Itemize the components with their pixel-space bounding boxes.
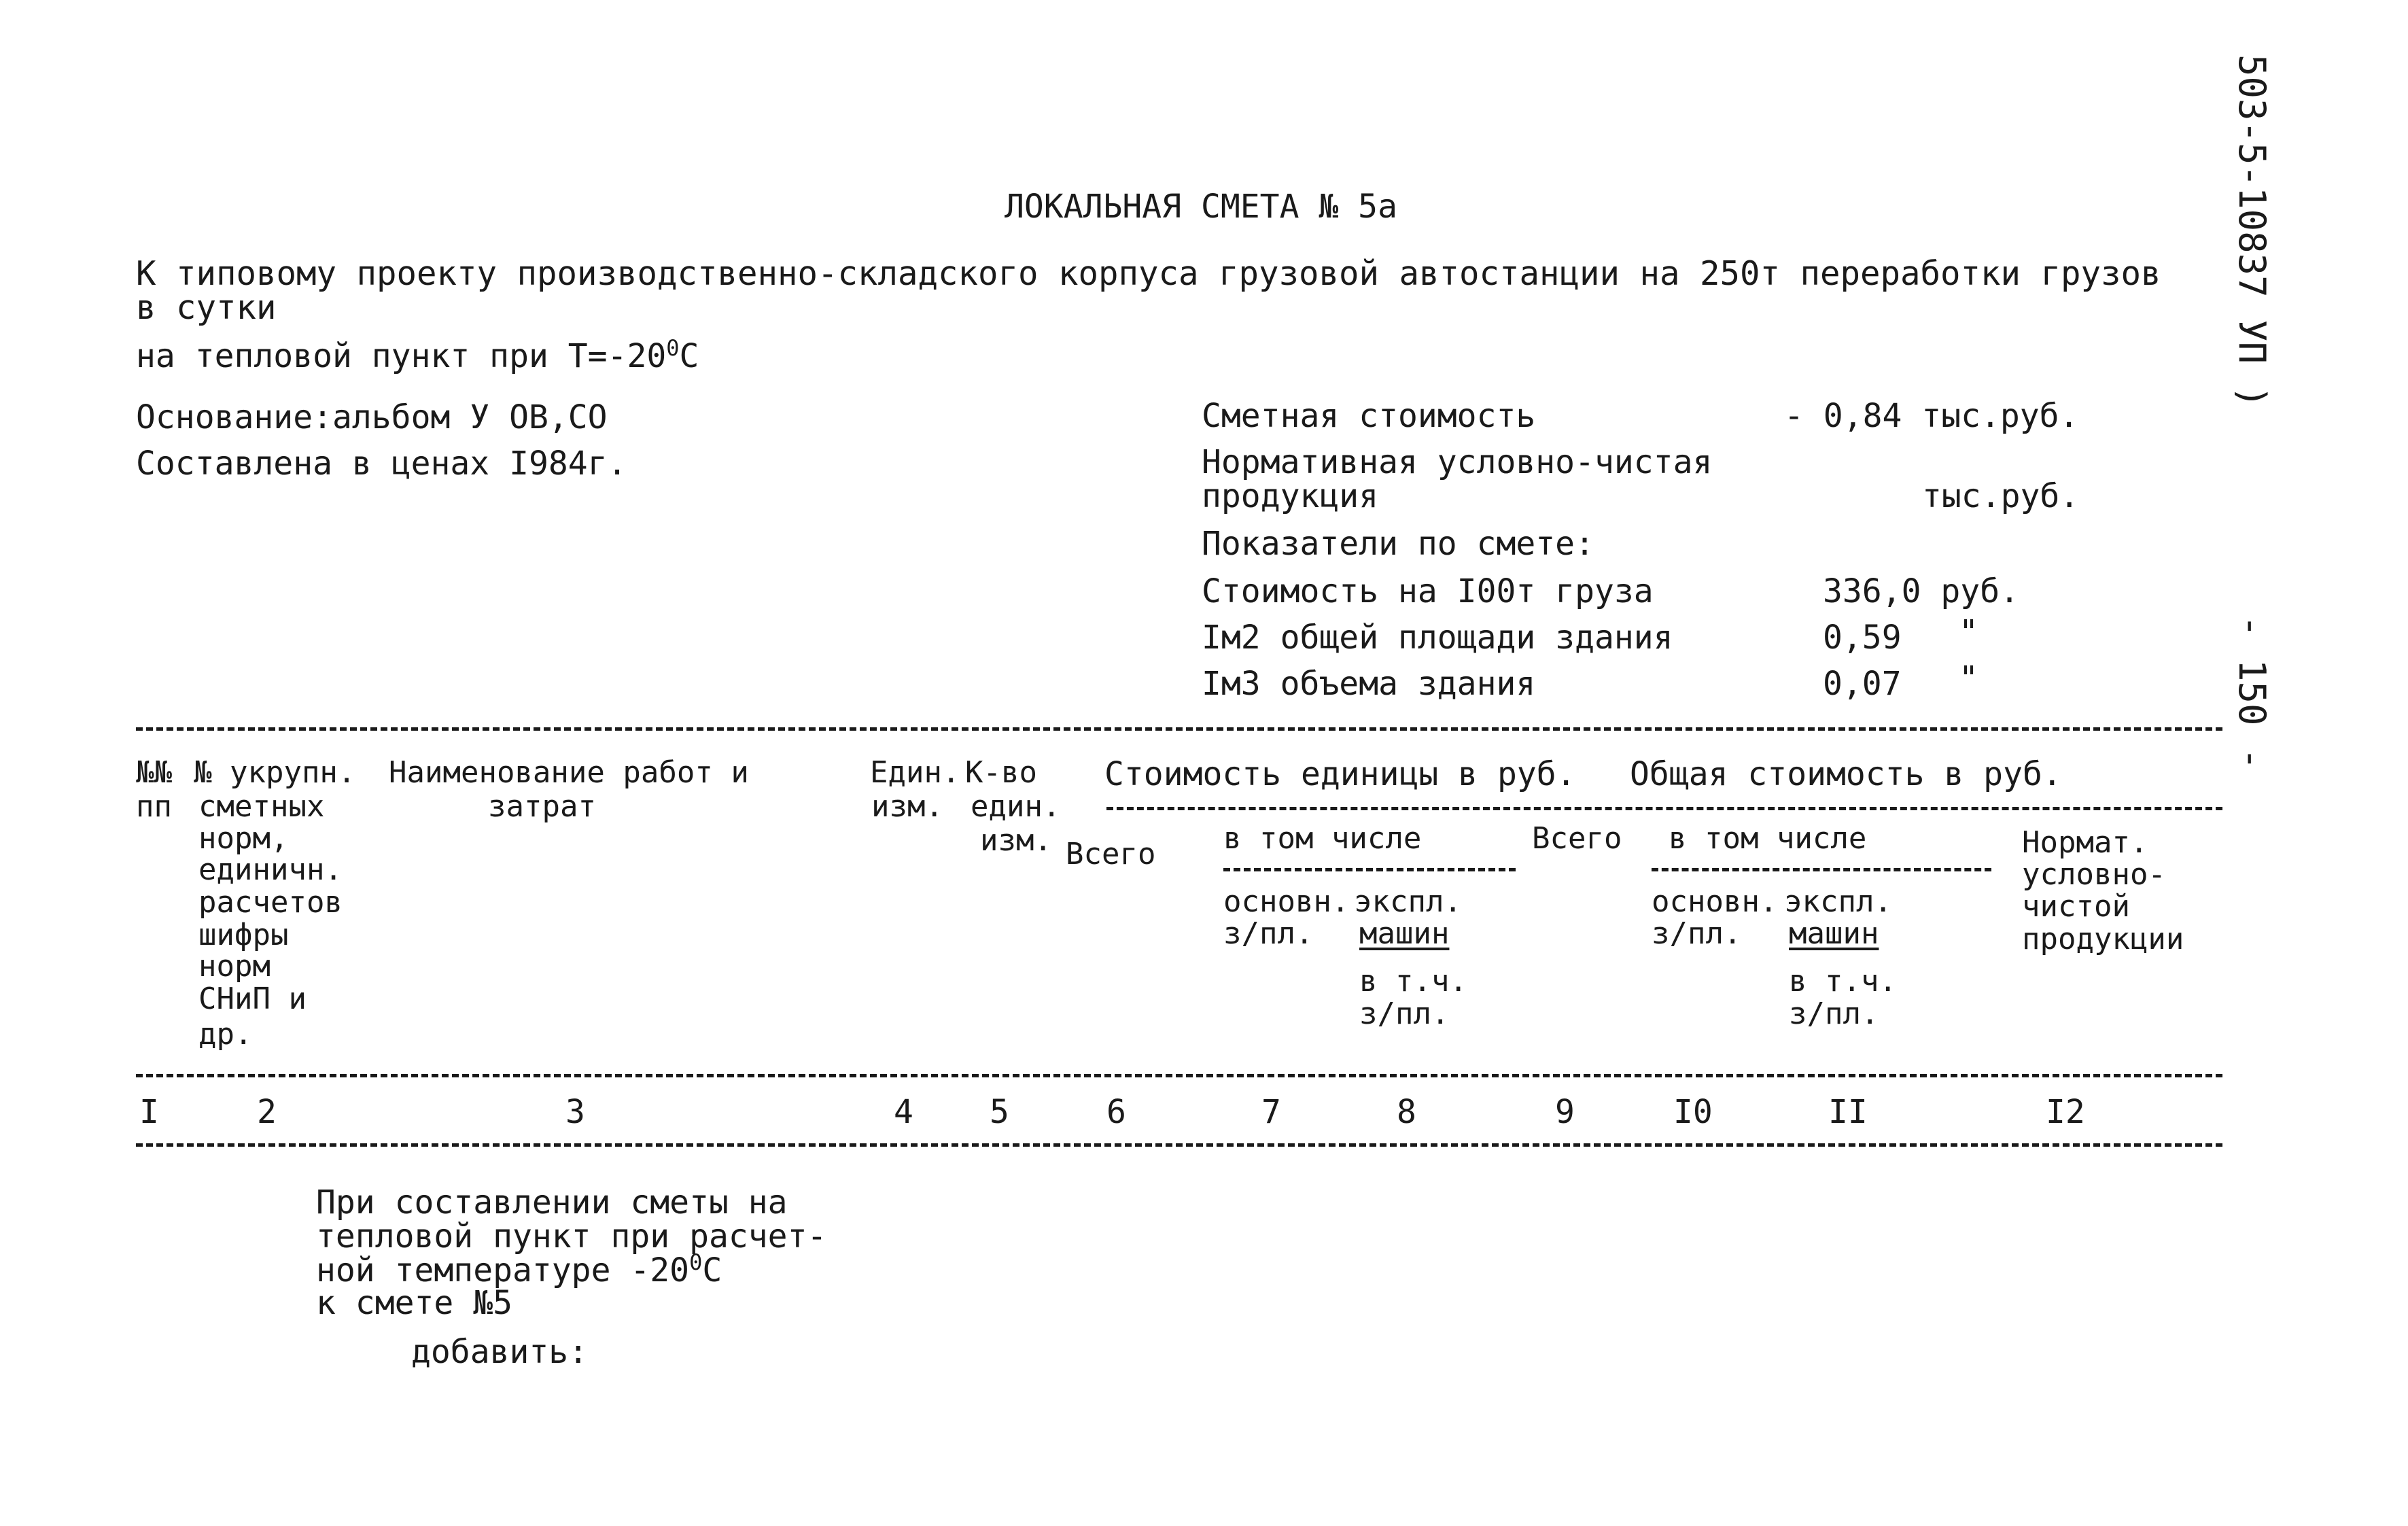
unit-cost-machine-wage: з/пл. [1359,996,1450,1031]
header-col2-line8: СНиП и [198,982,307,1016]
note-line-2: тепловой пункт при расчет- [316,1217,827,1255]
unit-cost-including-label: в том числе [1223,821,1422,856]
total-cost-base-wage-label: основн. [1652,884,1778,919]
header-col12-line2: условно- [2022,857,2166,892]
header-total-subrule [1652,868,1991,871]
unit-cost-machine-incl: в т.ч. [1359,964,1467,999]
total-cost-base-wage-sub: з/пл. [1652,916,1742,951]
unit-cost-heading: Стоимость единицы в руб. [1104,755,1576,793]
normative-product-unit: тыс.руб. [1922,477,2080,515]
per-m2-ditto-mark: " [1959,613,1978,651]
unit-cost-base-wage-label: основн. [1223,884,1350,919]
column-number: I0 [1673,1093,1713,1131]
header-col1-line1: №№ [136,755,172,790]
header-col2-line3: норм, [198,821,289,856]
column-number: 9 [1555,1093,1575,1131]
header-col2-line7: норм [198,949,271,984]
total-cost-machine-wage: з/пл. [1789,996,1879,1031]
header-col2-line4: единичн. [198,852,343,887]
total-cost-heading: Общая стоимость в руб. [1630,755,2062,793]
per-m3-ditto-mark: " [1959,659,1978,697]
column-number: 6 [1106,1093,1126,1131]
header-col3-line1: Наименование работ и [389,755,749,790]
subtitle-line-3: на тепловой пункт при $Т=-20^0С$ [136,335,699,375]
column-number: 8 [1397,1093,1416,1131]
header-col5-line3: изм. [980,823,1052,858]
per-m3-label: Iм3 объема здания [1202,665,1536,703]
header-col12-line4: продукции [2022,922,2184,956]
total-cost-machine-label: экспл. [1784,884,1892,919]
note-line-4: к смете №5 [316,1284,512,1322]
header-col2-line1: № укрупн. [194,755,356,790]
header-col2-line2: сметных [198,789,325,824]
unit-cost-total-label: Всего [1066,837,1156,871]
header-col4-line2: изм. [871,789,943,824]
header-unit-subrule [1223,868,1516,871]
note-add-label: добавить: [411,1333,589,1371]
cost-per-100t-value: 336,0 руб. [1823,572,2019,610]
column-number: 4 [894,1093,913,1131]
normative-product-label-2: продукция [1202,477,1379,515]
document-title: ЛОКАЛЬНАЯ СМЕТА № 5а [1005,188,1397,226]
table-top-rule [136,727,2222,731]
header-bottom-rule [136,1074,2222,1077]
header-col2-line9: др. [198,1017,253,1052]
note-line-1: При составлении сметы на [316,1183,788,1221]
column-number: 7 [1261,1093,1281,1131]
header-col5-line1: К-во [965,755,1037,790]
column-number: 2 [257,1093,277,1131]
estimated-cost-value: - 0,84 тыс.руб. [1784,397,2079,435]
per-m2-value: 0,59 [1823,619,1902,657]
column-number: 3 [565,1093,585,1131]
unit-cost-machine-label: экспл. [1354,884,1462,919]
total-cost-total-label: Всего [1532,821,1622,856]
header-col2-line5: расчетов [198,885,343,920]
note-line-3: ной температуре $-20^0С$ [316,1249,722,1289]
per-m3-value: 0,07 [1823,665,1902,703]
header-col1-line2: пп [136,789,172,824]
subtitle-line-2: в сутки [136,288,277,327]
header-col3-line2: затрат [488,789,596,824]
column-number: I [139,1093,159,1131]
indicators-label: Показатели по смете: [1202,525,1594,563]
total-cost-including-label: в том числе [1669,821,1867,856]
column-number: I2 [2046,1093,2085,1131]
header-col2-line6: шифры [198,918,289,952]
page-number: - 150 - [2231,615,2273,770]
prices-text: Составлена в ценах I984г. [136,445,627,483]
header-col12-line3: чистой [2022,889,2130,924]
unit-cost-base-wage-sub: з/пл. [1223,916,1314,951]
header-col4-line1: Един. [870,755,960,790]
column-number: II [1828,1093,1868,1131]
subtitle-line-1: К типовому проекту производственно-складского корпуса грузовой автостанции на 250т переработки грузов [136,254,2161,293]
per-m2-label: Iм2 общей площади здания [1202,619,1673,657]
unit-cost-machine-sub: машин [1359,916,1450,951]
basis-text: Основание:альбом У ОВ,СО [136,398,608,436]
normative-product-label-1: Нормативная условно-чистая [1202,443,1713,481]
cost-per-100t-label: Стоимость на I00т груза [1202,572,1654,610]
estimated-cost-label: Сметная стоимость [1202,397,1536,435]
header-cost-rule [1106,807,2222,810]
header-col12-line1: Нормат. [2022,825,2148,860]
header-col5-line2: един. [971,789,1061,824]
document-code-stamp: 503-5-10837 УП ) [2231,54,2273,409]
total-cost-machine-sub: машин [1789,916,1879,951]
total-cost-machine-incl: в т.ч. [1789,964,1897,999]
column-number: 5 [990,1093,1009,1131]
column-numbers-rule [136,1143,2222,1147]
